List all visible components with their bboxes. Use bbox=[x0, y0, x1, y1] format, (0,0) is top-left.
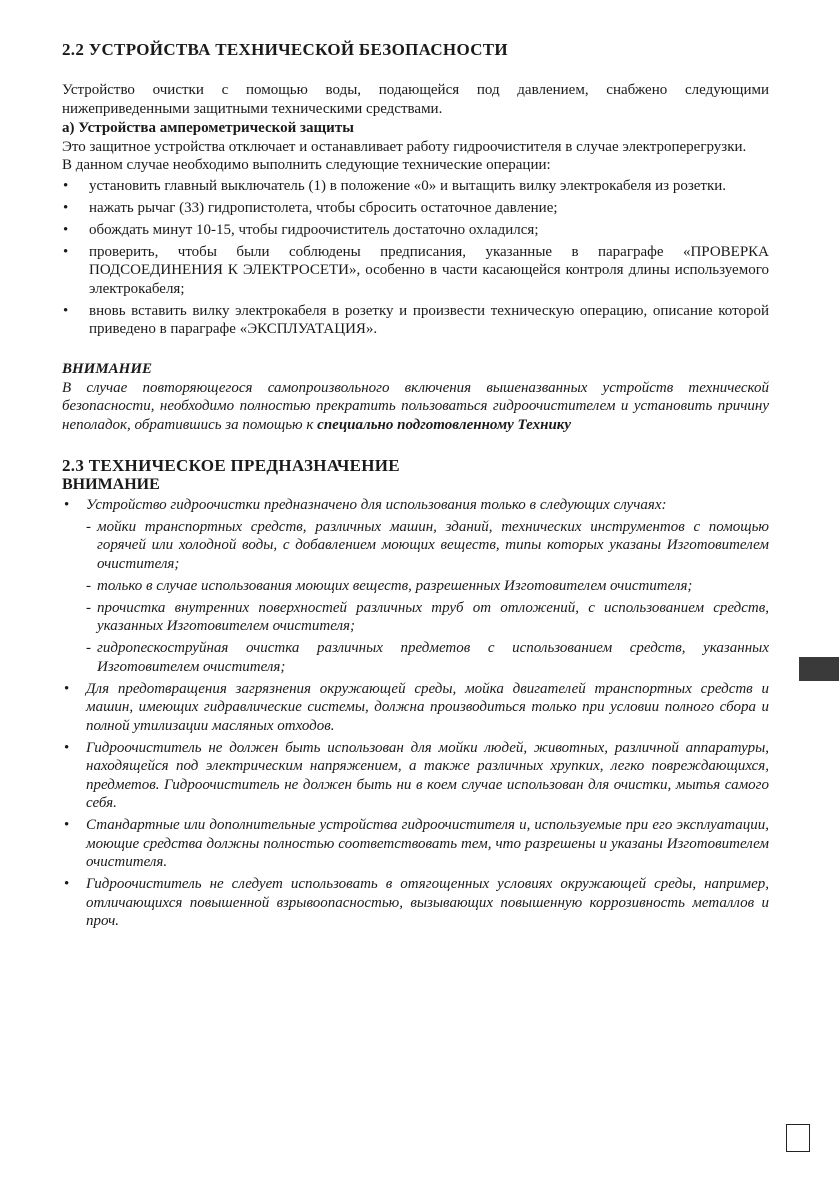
ampero-protection-text: Это защитное устройства отключает и останавливает работу гидроочистителя в случае электроперегрузки. bbox=[62, 138, 747, 155]
purpose-item-text: Устройство гидроочистки предназначено для использования только в следующих случаях: bbox=[86, 496, 667, 513]
warning-text-1-bold: специально подготовленному Технику bbox=[317, 416, 572, 433]
bullet-icon: • bbox=[63, 221, 69, 238]
purpose-item-text: Гидроочиститель не должен быть использован для мойки людей, животных, различной аппаратуры, находящейся под электрическим напряжением, а также различных хрупких, легко повреждающихся, предметов. Гидроочиститель не должен быть ни в коем случае использован для очистки, мытья самого себя. bbox=[86, 739, 769, 811]
dash-icon: - bbox=[86, 640, 91, 656]
warning-text-1 bbox=[62, 379, 769, 435]
operation-item bbox=[62, 199, 769, 218]
operations-intro: В данном случае необходимо выполнить следующие технические операции: bbox=[62, 157, 551, 173]
operation-item bbox=[62, 302, 769, 339]
purpose-item bbox=[62, 496, 769, 515]
purpose-item bbox=[62, 680, 769, 736]
bullet-icon: • bbox=[64, 496, 70, 513]
bullet-icon: • bbox=[63, 243, 69, 260]
operation-item bbox=[62, 177, 769, 196]
purpose-subitem bbox=[62, 639, 769, 676]
bullet-icon: • bbox=[63, 302, 69, 319]
purpose-item bbox=[62, 739, 769, 813]
warning-title-2: ВНИМАНИЕ bbox=[62, 476, 160, 493]
purpose-subitem bbox=[62, 518, 769, 574]
purpose-subitem-text: гидропескоструйная очистка различных предметов с использованием средств, указанных Изготовителем очистителя; bbox=[97, 640, 769, 675]
purpose-subitem bbox=[62, 599, 769, 636]
operation-item bbox=[62, 243, 769, 299]
ampero-protection-heading: а) Устройства амперометрической защиты bbox=[62, 120, 354, 136]
purpose-item bbox=[62, 875, 769, 931]
bullet-icon: • bbox=[64, 680, 70, 697]
purpose-item-text: Гидроочиститель не следует использовать в отягощенных условиях окружающей среды, например, отличающихся повышенной взрывоопасностью, вызывающих повышенную коррозивность металлов и проч. bbox=[86, 876, 769, 929]
operation-item-text: вновь вставить вилку электрокабеля в розетку и произвести техническую операцию, описание которой приведено в параграфе «ЭКСПЛУАТАЦИЯ». bbox=[89, 302, 769, 337]
chapter-tab-marker bbox=[799, 657, 839, 681]
bullet-icon: • bbox=[64, 739, 70, 756]
purpose-list bbox=[62, 496, 769, 931]
warning-title-1: ВНИМАНИЕ bbox=[62, 361, 153, 377]
bullet-icon: • bbox=[63, 177, 69, 194]
page-number-box bbox=[786, 1124, 810, 1152]
section-2-3-title: 2.3 ТЕХНИЧЕСКОЕ ПРЕДНАЗНАЧЕНИЕ bbox=[62, 456, 400, 475]
purpose-item bbox=[62, 816, 769, 872]
operation-item bbox=[62, 221, 769, 240]
operation-item-text: нажать рычаг (33) гидропистолета, чтобы сбросить остаточное давление; bbox=[89, 199, 558, 216]
bullet-icon: • bbox=[63, 199, 69, 216]
purpose-subitem-text: только в случае использования моющих веществ, разрешенных Изготовителем очистителя; bbox=[97, 577, 693, 594]
document-page bbox=[62, 40, 769, 934]
purpose-item-text: Для предотвращения загрязнения окружающей среды, мойка двигателей транспортных средств и машин, имеющих гидравлические системы, должна производиться только при условии полного сбора и полной утилизации масляных отходов. bbox=[86, 680, 769, 734]
section-2-2-title: 2.2 УСТРОЙСТВА ТЕХНИЧЕСКОЙ БЕЗОПАСНОСТИ bbox=[62, 40, 508, 59]
operation-item-text: установить главный выключатель (1) в положение «0» и вытащить вилку электрокабеля из розетки. bbox=[89, 177, 727, 194]
dash-icon: - bbox=[86, 518, 91, 535]
bullet-icon: • bbox=[64, 876, 70, 892]
dash-icon: - bbox=[86, 599, 91, 616]
section-2-2-intro: Устройство очистки с помощью воды, подающейся под давлением, снабжено следующими нижеприведенными защитными техническими средствами. bbox=[62, 82, 769, 117]
purpose-subitem-text: мойки транспортных средств, различных машин, зданий, технических инструментов с помощью горячей или холодной воды, с добавлением моющих веществ, типы которых указаны Изготовителем очистителя; bbox=[97, 518, 769, 572]
dash-icon: - bbox=[86, 577, 91, 594]
operations-list bbox=[62, 177, 769, 339]
bullet-icon: • bbox=[64, 817, 70, 833]
purpose-subitem-text: прочистка внутренних поверхностей различных труб от отложений, с использованием средств, указанных Изготовителем очистителя; bbox=[97, 599, 769, 634]
operation-item-text: проверить, чтобы были соблюдены предписания, указанные в параграфе «ПРОВЕРКА ПОДСОЕДИНЕНИЯ К ЭЛЕКТРОСЕТИ», особенно в части касающейся контроля длины используемого электрокабеля; bbox=[89, 243, 769, 297]
warning-text-1-body: В случае повторяющегося самопроизвольного включения вышеназванных устройств технической безопасности, необходимо полностью прекратить пользоваться гидроочистителем и установить причину неполадок, обратившись за помощью к bbox=[62, 379, 769, 433]
operation-item-text: обождать минут 10-15, чтобы гидроочиститель достаточно охладился; bbox=[89, 221, 539, 238]
purpose-item-text: Стандартные или дополнительные устройства гидроочистителя и, используемые при его эксплуатации, моющие средства должны полностью соответствовать тем, что разрешены и указаны Изготовителем очистителя. bbox=[86, 817, 769, 870]
purpose-subitem bbox=[62, 577, 769, 596]
